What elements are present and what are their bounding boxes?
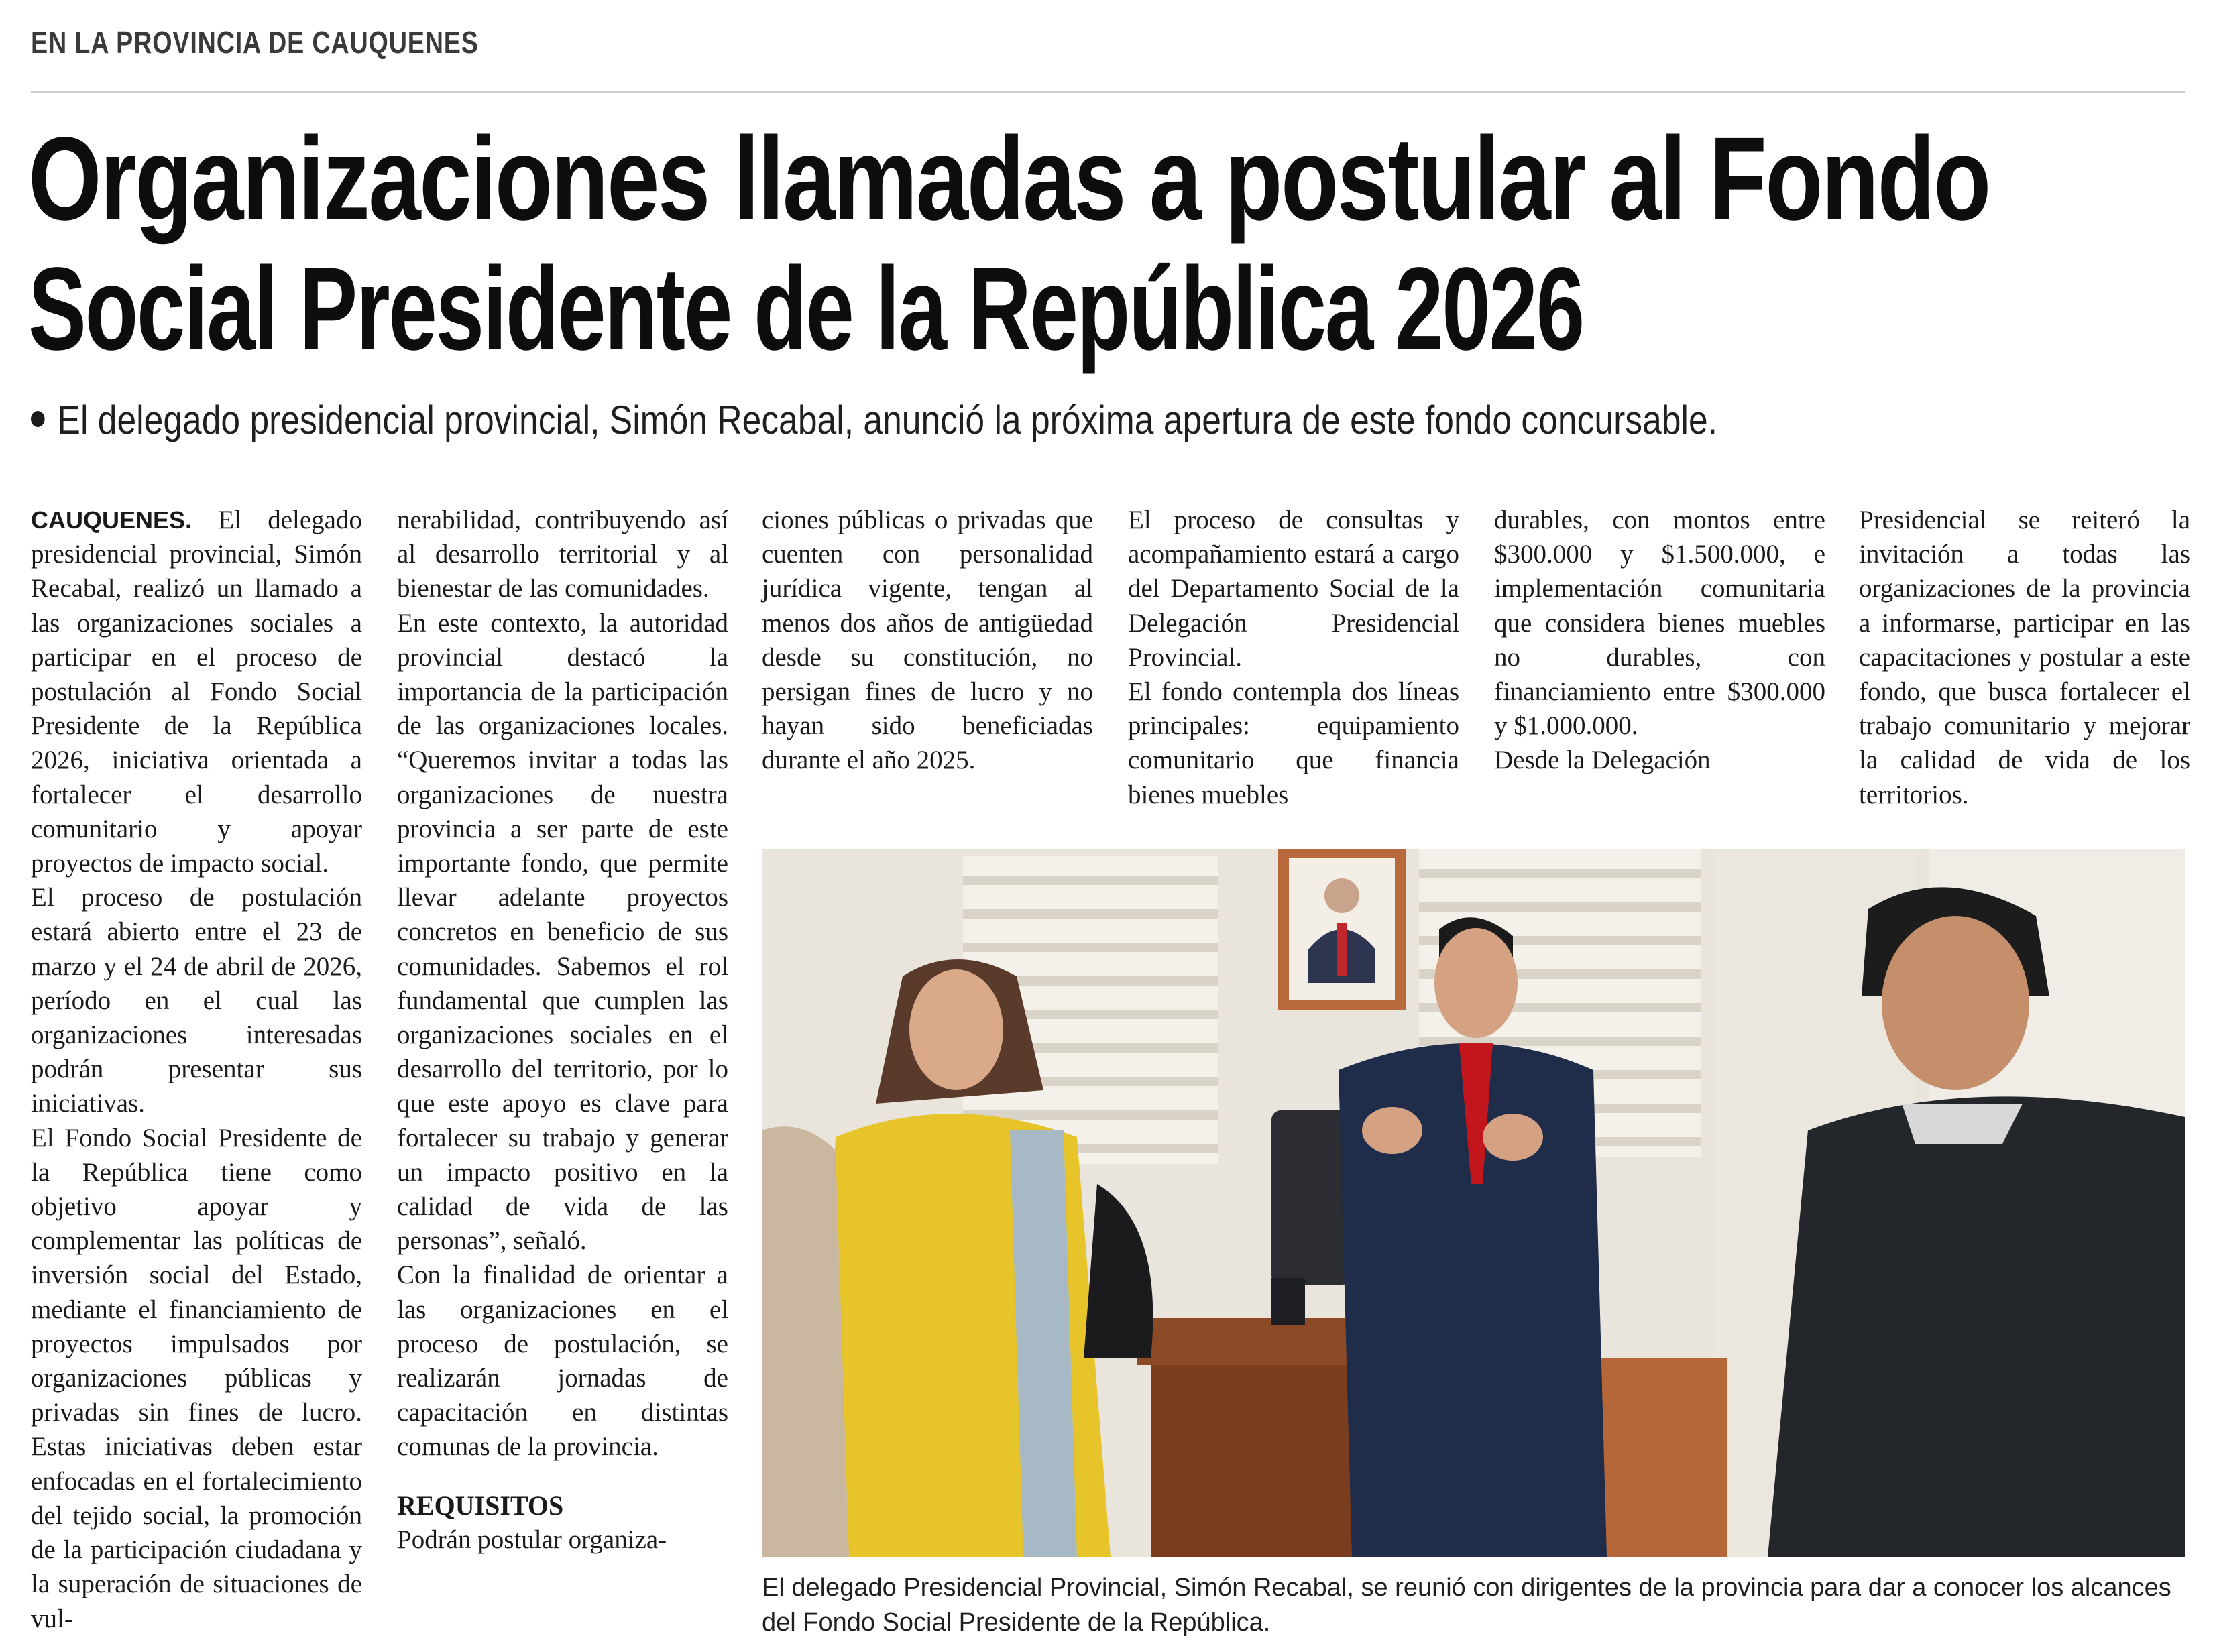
paragraph: Con la finalidad de orientar a las organizaciones en el proceso de postulación, se realizarán jornadas de capacitación en distintas comunas de la provincia. xyxy=(397,1260,728,1462)
article-column-4 xyxy=(1128,503,1459,812)
paragraph: Desde la Delegación xyxy=(1494,746,1711,775)
office-chair xyxy=(1271,1110,1352,1285)
paragraph: El Fondo Social Presidente de la República tiene como objetivo apoyar y complementar las políticas de inversión social del Estado, mediante el financiamiento de proyectos impulsados por organizaciones públicas y privadas sin fines de lucro. Estas iniciativas deben estar enfocadas en el fortalecimiento del tejido social, la promoción de la participación ciudadana y la superación de situaciones de vul- xyxy=(31,1123,362,1633)
subheadline xyxy=(31,397,1717,443)
photo-caption: El delegado Presidencial Provincial, Simón Recabal, se reunió con dirigentes de la provincia para dar a conocer los alcances del Fondo Social Presidente de la República. xyxy=(762,1574,2171,1637)
paragraph: ciones públicas o privadas que cuenten con personalidad jurídica vigente, tengan al menos dos años de antigüedad desde su constitución, no persigan fines de lucro y no hayan sido beneficiadas durante el año 2025. xyxy=(762,506,1093,775)
article-photo xyxy=(762,849,2185,1557)
dateline: CAUQUENES. xyxy=(31,506,192,534)
paragraph: nerabilidad, contribuyendo así al desarrollo territorial y al bienestar de las comunidades. xyxy=(397,506,728,603)
headline-line-2: Social Presidente de la República 2026 xyxy=(28,243,1583,375)
article-column-2 xyxy=(397,503,728,1557)
subheadline-text: El delegado presidencial provincial, Simón Recabal, anunció la próxima apertura de este fondo concursable. xyxy=(57,398,1717,442)
paragraph: El fondo contempla dos líneas principales: equipamiento comunitario que financia bienes muebles xyxy=(1128,677,1459,809)
article-column-6 xyxy=(1859,503,2190,812)
paragraph xyxy=(31,503,362,880)
section-divider xyxy=(31,91,2185,93)
article-column-5 xyxy=(1494,503,1825,778)
paragraph: En este contexto, la autoridad provincial destacó la importancia de la participación de las organizaciones locales. “Queremos invitar a todas las organizaciones de nuestra provincia a ser parte de este importante fondo, que permite llevar adelante proyectos concretos en beneficio de sus comunidades. Sabemos el rol fundamental que cumplen las organizaciones sociales en el desarrollo del territorio, por lo que este apoyo es clave para fortalecer su trabajo y generar un impacto positivo en la calidad de vida de las personas”, señaló. xyxy=(397,608,728,1256)
section-label: EN LA PROVINCIA DE CAUQUENES xyxy=(31,25,479,60)
paragraph: durables, con montos entre $300.000 y $1.500.000, e implementación comunitaria que considera bienes muebles no durables, con financiamiento entre $300.000 y $1.000.000. xyxy=(1494,506,1825,741)
article-column-1 xyxy=(31,503,362,1636)
paragraph: El proceso de consultas y acompañamiento estará a cargo del Departamento Social de la Delegación Presidencial Provincial. xyxy=(1128,506,1459,672)
paragraph: El proceso de postulación estará abierto entre el 23 de marzo y el 24 de abril de 2026, período en el cual las organizaciones interesadas podrán presentar sus iniciativas. xyxy=(31,883,362,1118)
framed-portrait xyxy=(1278,849,1406,1010)
person-partial-left xyxy=(762,1126,849,1557)
paragraph: Presidencial se reiteró la invitación a todas las organizaciones de la provincia a informarse, participar en las capacitaciones y postular a este fondo, que busca fortalecer el trabajo comunitario y mejorar la calidad de vida de los territorios. xyxy=(1859,506,2190,809)
paragraph-text: El delegado presidencial provincial, Simón Recabal, realizó un llamado a las organizaciones sociales a participar en el proceso de postulación al Fondo Social Presidente de la República 2026, iniciativa orientada a fortalecer el desarrollo comunitario y apoyar proyectos de impacto social. xyxy=(31,506,362,878)
subsection-title: REQUISITOS xyxy=(397,1490,564,1521)
bullet-icon xyxy=(31,411,45,427)
headline xyxy=(28,114,2194,374)
paragraph: Podrán postular organiza- xyxy=(397,1525,667,1554)
headline-line-1: Organizaciones llamadas a postular al Fondo xyxy=(28,113,1990,245)
article-column-3 xyxy=(762,503,1093,778)
